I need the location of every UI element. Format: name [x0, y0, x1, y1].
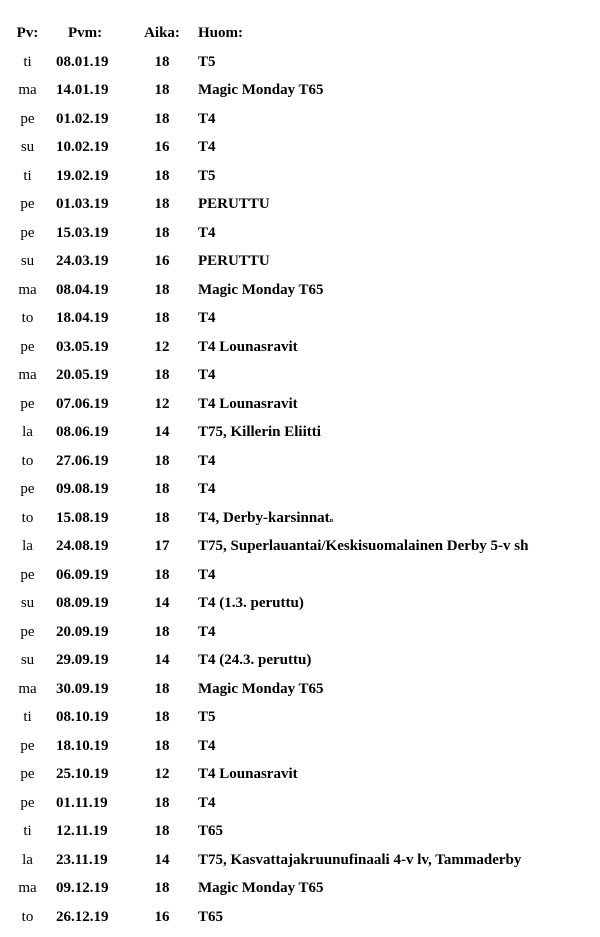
cell-aika: 18 — [154, 680, 170, 697]
cell-pv: ma — [18, 880, 37, 896]
table-row — [0, 276, 600, 305]
cell-huom — [198, 333, 298, 362]
cell-huom-text: T65 — [198, 908, 224, 925]
cell-huom — [198, 589, 304, 618]
cell-pvm: 08.10.19 — [56, 709, 109, 725]
cell-pvm: 25.10.19 — [56, 766, 109, 782]
table-row — [0, 789, 600, 818]
header-pv: Pv: — [16, 25, 39, 41]
cell-huom-text: T65 — [198, 823, 224, 839]
cell-pvm: 08.01.19 — [56, 53, 109, 70]
cell-huom-text: T4 — [198, 566, 216, 583]
table-body — [0, 48, 600, 932]
cell-pvm: 15.08.19 — [56, 509, 109, 526]
table-row — [0, 703, 600, 732]
table-row — [0, 162, 600, 191]
table-row — [0, 589, 600, 618]
cell-aika: 18 — [154, 737, 170, 754]
cell-aika: 18 — [154, 823, 170, 839]
cell-huom-text: T4 (1.3. peruttu) — [198, 595, 304, 611]
cell-huom-text: T4, Derby-karsinnat — [198, 509, 330, 526]
cell-pv: ti — [23, 823, 32, 839]
cell-huom-text: T4 — [198, 623, 216, 640]
cell-huom-suffix: n — [329, 517, 334, 524]
cell-huom-text: T4 — [198, 452, 216, 469]
cell-huom — [198, 105, 216, 134]
table-row — [0, 646, 600, 675]
cell-aika: 18 — [154, 224, 170, 241]
cell-aika: 16 — [154, 253, 170, 269]
cell-pv: to — [21, 310, 34, 326]
cell-huom — [198, 760, 298, 789]
cell-pvm: 19.02.19 — [56, 167, 109, 184]
cell-pv: la — [22, 424, 33, 440]
cell-huom-text: T75, Superlauantai/Keskisuomalainen Derby 5-v sh — [198, 538, 529, 554]
header-huom: Huom: — [198, 25, 243, 41]
cell-aika: 12 — [154, 766, 170, 782]
cell-pvm: 24.03.19 — [56, 253, 109, 269]
cell-huom — [198, 48, 216, 77]
cell-aika: 18 — [154, 167, 170, 184]
cell-pv: pe — [20, 110, 35, 127]
cell-huom — [198, 646, 311, 675]
cell-aika: 14 — [154, 424, 170, 440]
cell-huom — [198, 133, 216, 162]
cell-huom-text: T4 — [198, 367, 216, 383]
cell-huom — [198, 361, 216, 390]
cell-aika: 18 — [154, 880, 170, 896]
cell-pv: ma — [18, 281, 37, 298]
table-row — [0, 903, 600, 932]
cell-huom — [198, 675, 324, 704]
table-row — [0, 333, 600, 362]
cell-pv: pe — [20, 224, 35, 241]
cell-pvm: 08.04.19 — [56, 281, 109, 298]
cell-huom — [198, 276, 324, 305]
cell-aika: 18 — [154, 367, 170, 383]
cell-aika: 18 — [154, 566, 170, 583]
cell-huom-text: T5 — [198, 167, 216, 184]
cell-huom — [198, 247, 270, 276]
cell-pv: to — [21, 908, 34, 925]
cell-huom — [198, 475, 216, 504]
cell-huom — [198, 618, 216, 647]
cell-pv: to — [21, 452, 34, 469]
header-aika: Aika: — [144, 25, 180, 41]
table-row — [0, 247, 600, 276]
cell-huom — [198, 304, 216, 333]
cell-aika: 18 — [154, 310, 170, 326]
cell-huom-text: Magic Monday T65 — [198, 281, 324, 298]
cell-pv: su — [20, 139, 35, 155]
table-row — [0, 504, 600, 533]
cell-huom-text: T75, Kasvattajakruunufinaali 4-v lv, Tammaderby — [198, 851, 522, 868]
cell-huom-text: T4 — [198, 481, 216, 497]
cell-aika: 14 — [154, 595, 170, 611]
cell-huom — [198, 504, 333, 536]
table-row — [0, 304, 600, 333]
cell-huom — [198, 703, 216, 732]
cell-pv: la — [22, 538, 33, 554]
cell-aika: 18 — [154, 794, 170, 811]
cell-huom-text: T4 (24.3. peruttu) — [198, 652, 312, 668]
cell-pvm: 01.03.19 — [56, 196, 109, 212]
cell-pv: pe — [20, 566, 35, 583]
table-row — [0, 874, 600, 903]
cell-aika: 18 — [154, 623, 170, 640]
cell-huom-text: T4 — [198, 737, 216, 754]
cell-huom — [198, 162, 216, 191]
table-row — [0, 561, 600, 590]
cell-pvm: 08.09.19 — [56, 595, 109, 611]
cell-pvm: 09.12.19 — [56, 880, 109, 896]
cell-huom — [198, 732, 216, 761]
cell-pv: su — [20, 652, 35, 668]
cell-aika: 18 — [154, 709, 170, 725]
cell-huom-text: T5 — [198, 709, 216, 725]
cell-pvm: 30.09.19 — [56, 680, 109, 697]
table-row — [0, 846, 600, 875]
cell-pvm: 15.03.19 — [56, 224, 109, 241]
table-row — [0, 390, 600, 419]
cell-huom-text: T75, Killerin Eliitti — [198, 424, 321, 440]
cell-pvm: 10.02.19 — [56, 139, 109, 155]
cell-huom — [198, 390, 298, 419]
cell-huom — [198, 190, 270, 219]
cell-pvm: 01.02.19 — [56, 110, 109, 127]
cell-pvm: 20.05.19 — [56, 367, 109, 383]
cell-pv: pe — [20, 794, 35, 811]
cell-pvm: 26.12.19 — [56, 908, 109, 925]
cell-pvm: 23.11.19 — [56, 851, 108, 868]
cell-aika: 14 — [154, 652, 170, 668]
cell-pv: ma — [18, 367, 37, 383]
cell-pvm: 18.10.19 — [56, 737, 109, 754]
table-row — [0, 76, 600, 105]
cell-huom — [198, 418, 321, 447]
table-row — [0, 732, 600, 761]
cell-huom — [198, 219, 216, 248]
table-row — [0, 675, 600, 704]
cell-pv: ma — [18, 82, 37, 98]
cell-pv: pe — [20, 737, 35, 754]
table-header-row — [0, 19, 600, 48]
cell-pvm: 18.04.19 — [56, 310, 109, 326]
cell-huom-text: T4 — [198, 310, 216, 326]
cell-pvm: 12.11.19 — [56, 823, 108, 839]
cell-pv: ti — [23, 709, 32, 725]
table-row — [0, 447, 600, 476]
cell-aika: 14 — [154, 851, 170, 868]
table-row — [0, 418, 600, 447]
cell-huom-text: T4 — [198, 139, 216, 155]
table-row — [0, 133, 600, 162]
cell-pvm: 09.08.19 — [56, 481, 109, 497]
cell-aika: 18 — [154, 452, 170, 469]
cell-huom-text: T5 — [198, 53, 216, 70]
cell-pv: la — [22, 851, 33, 868]
cell-pv: pe — [20, 623, 35, 640]
table-row — [0, 190, 600, 219]
cell-huom — [198, 846, 521, 875]
cell-pv: su — [20, 595, 35, 611]
table-row — [0, 475, 600, 504]
cell-pv: ma — [18, 680, 37, 697]
cell-aika: 16 — [154, 139, 170, 155]
table-row — [0, 618, 600, 647]
cell-pvm: 27.06.19 — [56, 452, 109, 469]
table-row — [0, 532, 600, 561]
table-row — [0, 105, 600, 134]
cell-huom-text: T4 Lounasravit — [198, 766, 298, 782]
cell-pvm: 01.11.19 — [56, 794, 108, 811]
cell-pv: ti — [23, 167, 32, 184]
cell-huom-text: T4 Lounasravit — [198, 395, 298, 412]
cell-huom — [198, 874, 324, 903]
table-row — [0, 48, 600, 77]
cell-pv: pe — [20, 766, 35, 782]
cell-pv: pe — [20, 481, 35, 497]
cell-aika: 18 — [154, 196, 170, 212]
cell-pvm: 24.08.19 — [56, 538, 109, 554]
cell-huom-text: Magic Monday T65 — [198, 82, 324, 98]
cell-pv: pe — [20, 196, 35, 212]
table-row — [0, 760, 600, 789]
cell-aika: 18 — [154, 481, 170, 497]
cell-pv: ti — [23, 53, 32, 70]
header-pvm: Pvm: — [68, 25, 103, 41]
cell-pvm: 14.01.19 — [56, 82, 109, 98]
cell-pv: su — [20, 253, 35, 269]
cell-pv: to — [21, 509, 34, 526]
cell-huom-text: T4 — [198, 224, 216, 241]
cell-huom-text: T4 Lounasravit — [198, 338, 298, 355]
cell-huom — [198, 447, 216, 476]
table-row — [0, 361, 600, 390]
cell-huom — [198, 76, 324, 105]
cell-pv: pe — [20, 338, 35, 355]
cell-pv: pe — [20, 395, 35, 412]
cell-huom — [198, 817, 223, 846]
cell-aika: 12 — [154, 395, 170, 412]
cell-pvm: 20.09.19 — [56, 623, 109, 640]
cell-huom-text: PERUTTU — [198, 253, 270, 269]
cell-aika: 12 — [154, 338, 170, 355]
table-row — [0, 817, 600, 846]
cell-pvm: 06.09.19 — [56, 566, 109, 583]
cell-aika: 18 — [154, 82, 170, 98]
cell-pvm: 29.09.19 — [56, 652, 109, 668]
cell-huom — [198, 561, 216, 590]
cell-huom — [198, 903, 223, 932]
cell-aika: 18 — [154, 110, 170, 127]
cell-huom-text: T4 — [198, 794, 216, 811]
cell-pvm: 08.06.19 — [56, 424, 109, 440]
cell-pvm: 03.05.19 — [56, 338, 109, 355]
cell-huom — [198, 789, 216, 818]
cell-aika: 17 — [154, 538, 170, 554]
table-row — [0, 219, 600, 248]
cell-aika: 18 — [154, 53, 170, 70]
cell-huom — [198, 532, 528, 561]
cell-huom-text: Magic Monday T65 — [198, 880, 324, 896]
cell-aika: 16 — [154, 908, 170, 925]
cell-aika: 18 — [154, 281, 170, 298]
cell-aika: 18 — [154, 509, 170, 526]
cell-huom-text: T4 — [198, 110, 216, 127]
cell-huom-text: Magic Monday T65 — [198, 680, 324, 697]
cell-huom-text: PERUTTU — [198, 196, 270, 212]
cell-pvm: 07.06.19 — [56, 395, 109, 412]
